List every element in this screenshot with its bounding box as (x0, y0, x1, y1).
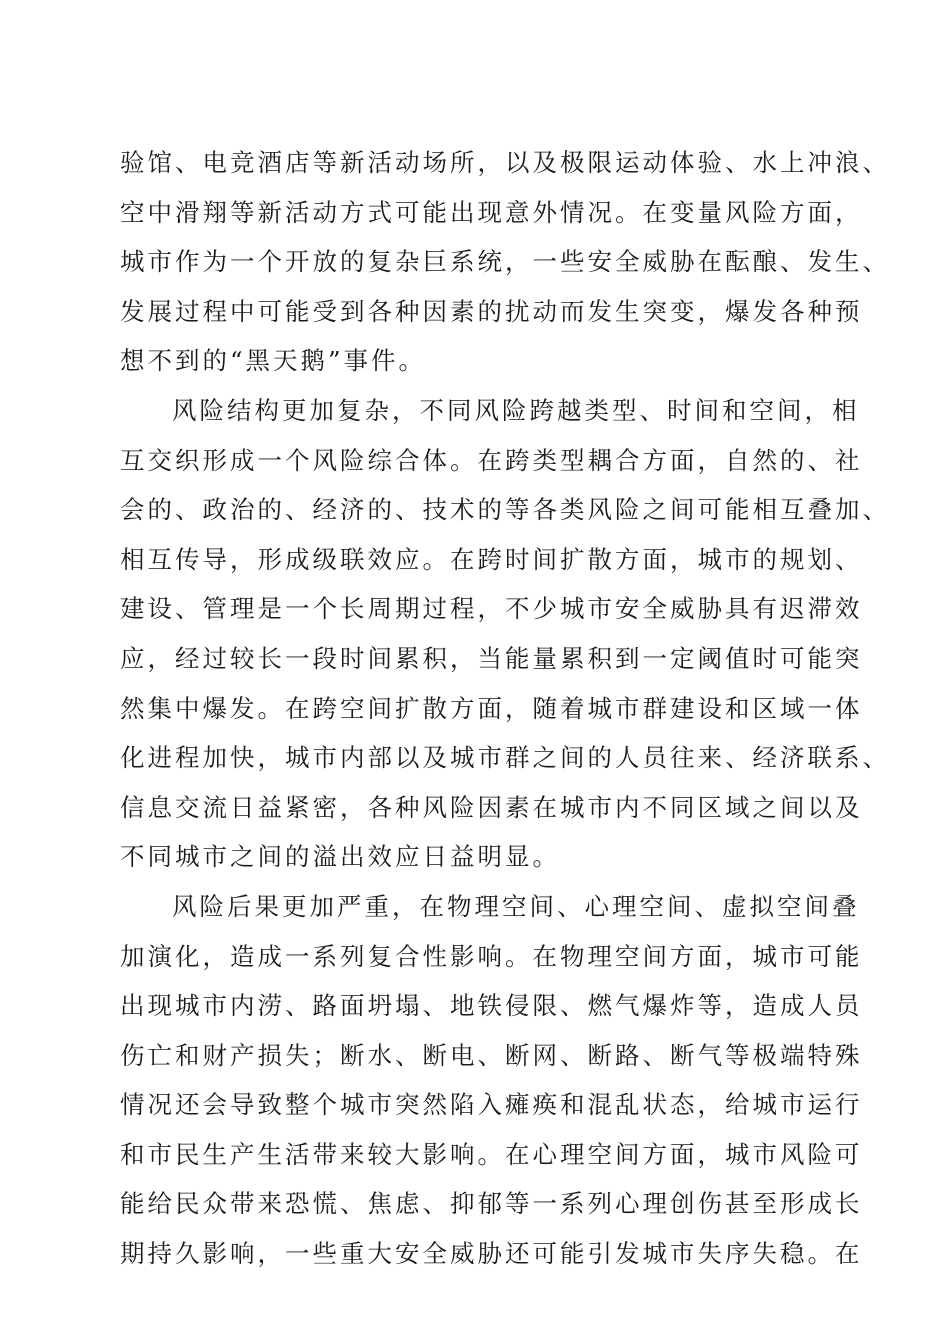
text-line: 然集中爆发。在跨空间扩散方面，随着城市群建设和区域一体 (120, 693, 863, 723)
text-line: 城市作为一个开放的复杂巨系统，一些安全威胁在酝酿、发生、 (120, 247, 890, 277)
text-line: 建设、管理是一个长周期过程，不少城市安全威胁具有迟滞效 (120, 594, 863, 624)
text-line: 情况还会导致整个城市突然陷入瘫痪和混乱状态，给城市运行 (120, 1090, 863, 1120)
text-line: 互交织形成一个风险综合体。在跨类型耦合方面，自然的、社 (120, 445, 863, 475)
text-line: 验馆、电竞酒店等新活动场所，以及极限运动体验、水上冲浪、 (120, 148, 890, 177)
text-line: 加演化，造成一系列复合性影响。在物理空间方面，城市可能 (120, 941, 863, 971)
text-line: 想不到的“黑天鹅”事件。 (120, 346, 427, 376)
text-line: 期持久影响，一些重大安全威胁还可能引发城市失序失稳。在 (120, 1239, 863, 1269)
text-line: 出现城市内涝、路面坍塌、地铁侵限、燃气爆炸等，造成人员 (120, 991, 863, 1021)
paragraph-start-line: 风险结构更加复杂，不同风险跨越类型、时间和空间，相 (172, 395, 860, 425)
text-line: 伤亡和财产损失；断水、断电、断网、断路、断气等极端特殊 (120, 1040, 863, 1070)
text-line: 相互传导，形成级联效应。在跨时间扩散方面，城市的规划、 (120, 544, 863, 574)
text-line: 发展过程中可能受到各种因素的扰动而发生突变，爆发各种预 (120, 296, 863, 326)
text-line: 会的、政治的、经济的、技术的等各类风险之间可能相互叠加、 (120, 495, 890, 525)
text-line: 空中滑翔等新活动方式可能出现意外情况。在变量风险方面， (120, 197, 863, 227)
text-line: 和市民生产生活带来较大影响。在心理空间方面，城市风险可 (120, 1139, 863, 1169)
text-line: 化进程加快，城市内部以及城市群之间的人员往来、经济联系、 (120, 743, 890, 773)
paragraph-start-line: 风险后果更加严重，在物理空间、心理空间、虚拟空间叠 (172, 891, 860, 921)
body-text (120, 138, 890, 1279)
text-line: 应，经过较长一段时间累积，当能量累积到一定阈值时可能突 (120, 643, 863, 673)
text-line: 信息交流日益紧密，各种风险因素在城市内不同区域之间以及 (120, 792, 863, 822)
text-line: 不同城市之间的溢出效应日益明显。 (120, 842, 560, 872)
text-line: 能给民众带来恐慌、焦虑、抑郁等一系列心理创伤甚至形成长 (120, 1189, 863, 1219)
